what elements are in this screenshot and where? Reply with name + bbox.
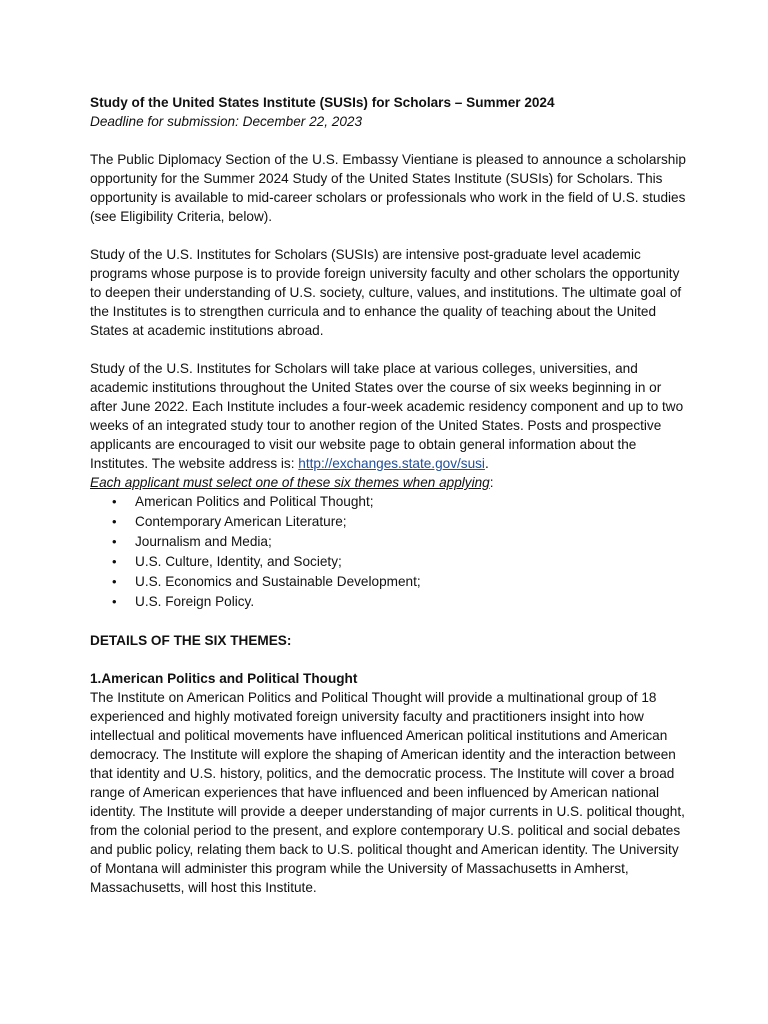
- theme-instruction-colon: :: [489, 475, 494, 490]
- list-item: [90, 532, 690, 552]
- list-item: [90, 572, 690, 592]
- theme-label: American Politics and Political Thought;: [135, 494, 374, 509]
- theme-label: U.S. Economics and Sustainable Development;: [135, 574, 421, 589]
- document-title: Study of the United States Institute (SUSIs) for Scholars – Summer 2024: [90, 95, 555, 110]
- submission-deadline: Deadline for submission: December 22, 2023: [90, 114, 363, 129]
- list-item: [90, 592, 690, 612]
- schedule-text: Study of the U.S. Institutes for Scholars will take place at various colleges, universities, and academic institutions throughout the United States over the course of six weeks beginning in or after June 2022. Each Institute includes a four-week academic residency component and up to two weeks of an integrated study tour to another region of the United States. Posts and prospective applicants are encouraged to visit our website page to obtain general information about the Institutes. The website address is:: [90, 361, 684, 471]
- section-body-american-politics: The Institute on American Politics and Political Thought will provide a multinational group of 18 experienced and highly motivated foreign university faculty and practitioners insight into how intellectual and political movements have influenced American political institutions and American democracy. The Institute will explore the shaping of American identity and the interaction between that identity and U.S. history, politics, and the democratic process. The Institute will cover a broad range of American experiences that have influenced and been influenced by American national identity. The Institute will provide a deeper understanding of major currents in U.S. political thought, from the colonial period to the present, and explore contemporary U.S. political and social debates and public policy, relating them back to U.S. political thought and American identity. The University of Montana will administer this program while the University of Massachusetts in Amherst, Massachusetts, will host this Institute.: [90, 690, 685, 895]
- themes-list: [90, 492, 690, 612]
- spacer: [90, 340, 690, 359]
- theme-label: U.S. Foreign Policy.: [135, 594, 255, 609]
- list-item: [90, 492, 690, 512]
- list-item: [90, 512, 690, 532]
- susi-website-link[interactable]: http://exchanges.state.gov/susi: [298, 456, 485, 471]
- bullet-icon: •: [112, 534, 117, 549]
- theme-instruction-text: Each applicant must select one of these six themes when applying: [90, 475, 490, 490]
- document-page: [90, 93, 690, 897]
- bullet-icon: •: [112, 494, 117, 509]
- spacer: [90, 226, 690, 245]
- list-item: [90, 552, 690, 572]
- spacer: [90, 131, 690, 150]
- bullet-icon: •: [112, 554, 117, 569]
- spacer: [90, 650, 690, 669]
- intro-paragraph: The Public Diplomacy Section of the U.S. Embassy Vientiane is pleased to announce a scholarship opportunity for the Summer 2024 Study of the United States Institute (SUSIs) for Scholars. This opportunity is available to mid-career scholars or professionals who work in the field of U.S. studies (see Eligibility Criteria, below).: [90, 152, 686, 224]
- theme-label: Contemporary American Literature;: [135, 514, 347, 529]
- bullet-icon: •: [112, 514, 117, 529]
- section-heading-american-politics: 1.American Politics and Political Thought: [90, 671, 358, 686]
- spacer: [90, 612, 690, 631]
- schedule-paragraph: [90, 359, 690, 473]
- schedule-text-end: .: [484, 456, 489, 471]
- bullet-icon: •: [112, 574, 117, 589]
- theme-instruction: [90, 473, 690, 492]
- bullet-icon: •: [112, 594, 117, 609]
- theme-label: Journalism and Media;: [135, 534, 272, 549]
- theme-label: U.S. Culture, Identity, and Society;: [135, 554, 342, 569]
- details-heading: DETAILS OF THE SIX THEMES:: [90, 633, 292, 648]
- purpose-paragraph: Study of the U.S. Institutes for Scholars (SUSIs) are intensive post-graduate level academic programs whose purpose is to provide foreign university faculty and other scholars the opportunity to deepen their understanding of U.S. society, culture, values, and institutions. The ultimate goal of the Institutes is to strengthen curricula and to enhance the quality of teaching about the United States at academic institutions abroad.: [90, 247, 682, 338]
